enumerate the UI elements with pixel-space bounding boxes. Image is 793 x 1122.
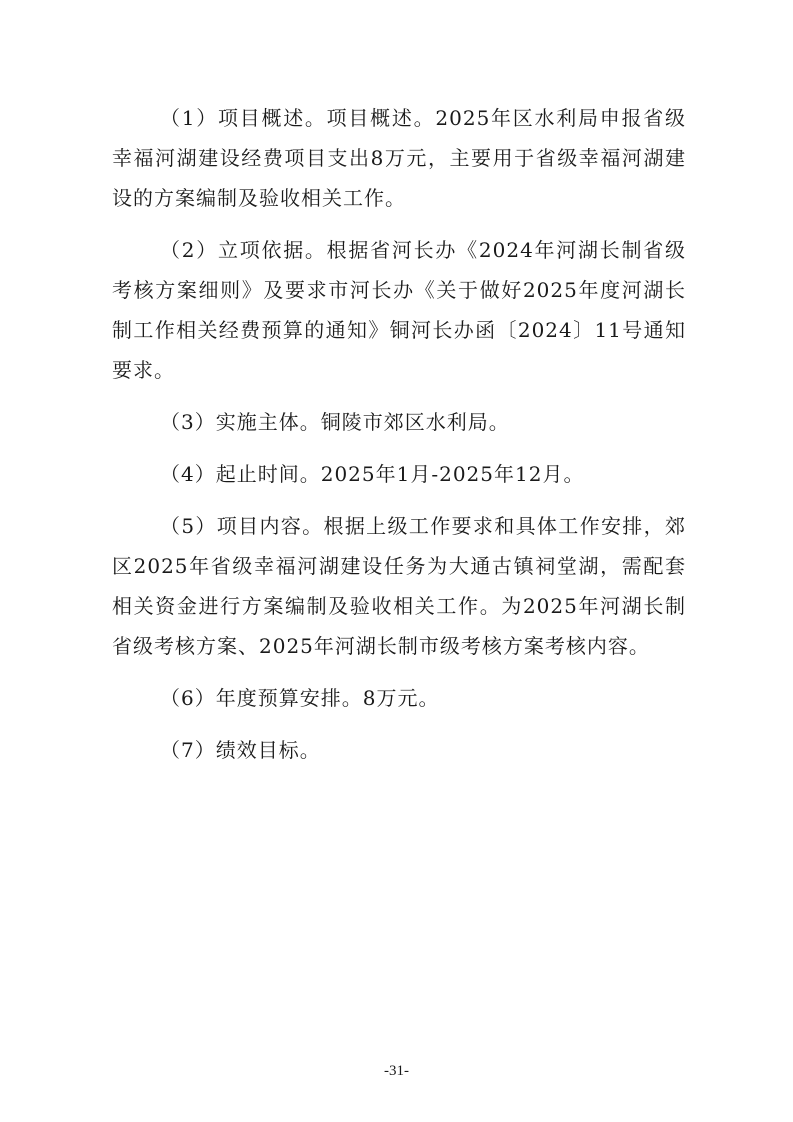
paragraph-implementing-body: （3）实施主体。铜陵市郊区水利局。 <box>160 410 510 434</box>
body-text <box>112 98 686 782</box>
paragraph-project-overview: （1）项目概述。项目概述。2025年区水利局申报省级幸福河湖建设经费项目支出8万元，主要用于省级幸福河湖建设的方案编制及验收相关工作。 <box>112 106 686 210</box>
paragraph-time-period: （4）起止时间。2025年1月-2025年12月。 <box>160 462 585 486</box>
page-number: -31- <box>384 1063 409 1079</box>
paragraph-project-content: （5）项目内容。根据上级工作要求和具体工作安排，郊区2025年省级幸福河湖建设任务为大通古镇祠堂湖，需配套相关资金进行方案编制及验收相关工作。为2025年河湖长制省级考核方案、2025年河湖长制市级考核方案考核内容。 <box>112 514 686 658</box>
paragraph-performance-goals: （7）绩效目标。 <box>160 738 321 762</box>
paragraph-annual-budget: （6）年度预算安排。8万元。 <box>160 686 440 710</box>
paragraph-project-basis: （2）立项依据。根据省河长办《2024年河湖长制省级考核方案细则》及要求市河长办《关于做好2025年度河湖长制工作相关经费预算的通知》铜河长办函〔2024〕11号通知要求。 <box>112 238 686 382</box>
